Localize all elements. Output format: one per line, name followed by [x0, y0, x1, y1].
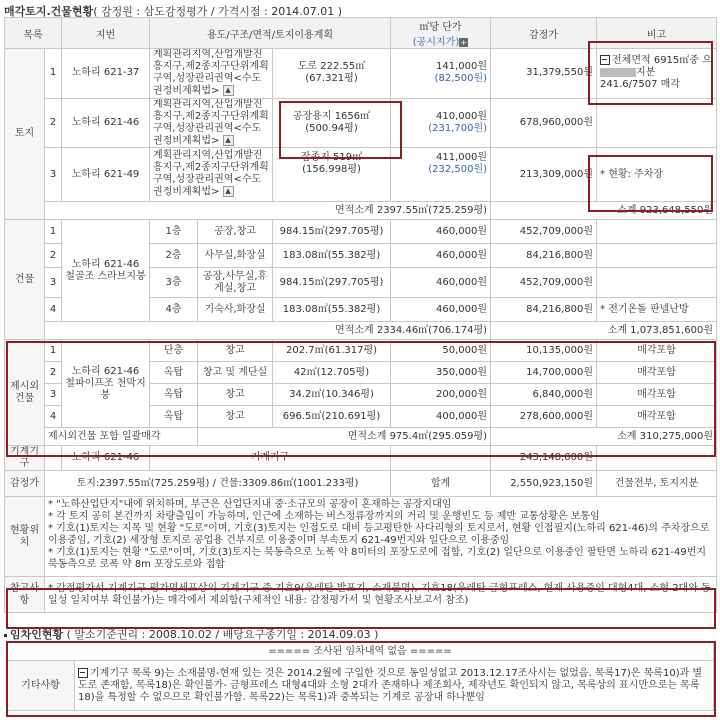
remark: 매각포함: [597, 340, 717, 362]
section-other: 기타사항: [7, 661, 75, 711]
area: 984.15㎡(297.705평): [273, 268, 391, 298]
land-plan: [150, 98, 273, 148]
appraisal-price: 678,960,000원: [491, 98, 597, 148]
location-text: [45, 497, 717, 577]
appraisal-price: 31,379,550원: [491, 49, 597, 99]
date-label: / 가격시점 :: [207, 5, 272, 18]
other-text: [75, 661, 714, 711]
table-header-row: [5, 18, 717, 49]
other-text-content: 기계기구 목록 9)는 소재불명-현재 있는 것은 2014.2월에 구입한 것으로 동일성없고 2013.12.17조사시는 없었음. 목록17)은 목록10)과 별도로 존재함, 목록18)은 확인불가- 금형프레스 대형4대와 소형 2대가 존재하나 제조회사, 제작년도 확인되지 않고, 목록상의 표시만으로는 목록18)을 특정할 수 없으므로 확인불가함. 목록22)는 목록1)과 중복되는 기계로 공장내 하나뿐임: [78, 667, 703, 703]
unit-price: 400,000원: [391, 406, 491, 428]
occupancy-sub: ( 말소기준권리 : 2008.10.02 / 배당요구종기일 : 2014.09.03 ): [66, 628, 379, 641]
section-title: 매각토지.건물현황: [4, 5, 94, 18]
col-lot: 지번: [62, 18, 150, 49]
remark: * 전기온돌 판넬난방: [597, 298, 717, 322]
plus-icon[interactable]: +: [460, 37, 468, 47]
remark: 매각포함: [597, 406, 717, 428]
remark: [597, 98, 717, 148]
row-no: 2: [45, 98, 62, 148]
col-appraisal: 감정가: [491, 18, 597, 49]
occupancy-title: 임차인현황: [10, 628, 64, 641]
property-table: [4, 17, 717, 613]
use: 사무실,화장실: [198, 244, 273, 268]
use: 공장,사무실,휴게실,창고: [198, 268, 273, 298]
row-no: 1: [45, 340, 62, 362]
unit-price: 50,000원: [391, 340, 491, 362]
remark: [597, 49, 717, 99]
usage-text: 공장용지 1656㎡: [292, 110, 371, 122]
remark: 매각포함: [597, 362, 717, 384]
unit-value: 141,000원: [436, 61, 488, 73]
col-remark: 비고: [597, 18, 717, 49]
unit-price: 460,000원: [391, 220, 491, 244]
section-appraisal: 감정가: [5, 471, 45, 497]
table-row: [5, 220, 717, 244]
remark: * 현황: 주차장: [597, 148, 717, 202]
occupancy-header: [4, 626, 378, 642]
area: 984.15㎡(297.705평): [273, 220, 391, 244]
floor: 1층: [150, 220, 198, 244]
plan-text: 계획관리지역,산업개발진흥지구,제2종지구단위계획구역,성장관리권역<수도권정비계획법>: [153, 98, 269, 146]
col-unit-price-label: ㎡당 단가: [419, 22, 462, 33]
plan-text: 계획관리지역,산업개발진흥지구,제2종지구단위계획구역,성장관리권역<수도권정비계획법>: [153, 150, 269, 198]
col-item: 목록: [5, 18, 62, 49]
outside-structure: 철파이프조 천막지붕: [65, 377, 146, 401]
use: 기숙사,화장실: [198, 298, 273, 322]
unit-price: [391, 148, 491, 202]
remark: 매각포함: [597, 384, 717, 406]
appraisal-price: 14,700,000원: [491, 362, 597, 384]
appraisal-price: 213,309,000원: [491, 148, 597, 202]
valuation-date: 2014.07.01 ): [271, 5, 343, 18]
use: 창고: [198, 340, 273, 362]
area: 696.5㎡(210.691평): [273, 406, 391, 428]
public-price: (231,700원): [428, 122, 488, 134]
public-price: (232,500원): [428, 164, 488, 175]
memo-icon: [78, 668, 88, 678]
area-pyeong: (67.321평): [305, 73, 358, 85]
lot-number: 노하리 621-46: [62, 98, 150, 148]
appraisal-remark: 건물전부, 토지지분: [597, 471, 717, 497]
floor: 단층: [150, 340, 198, 362]
unit-price: 350,000원: [391, 362, 491, 384]
row-no: 3: [45, 384, 62, 406]
unit-price: 460,000원: [391, 244, 491, 268]
location-line: * 기호(1)토지는 현황 "도로"이며, 기호(3)토지는 북동측으로 노폭 약 8미터의 포장도로에 접함, 기호(2) 일단으로 이용중인 팔탄면 노하리 621-49번지 북동측으로 로폭 약 8m 포장도로와 접합: [48, 547, 707, 570]
remark: [597, 220, 717, 244]
unit-price: 460,000원: [391, 268, 491, 298]
building-area-subtotal: 면적소계 2334.46㎡(706.174평): [45, 322, 491, 340]
land-area-subtotal: 면적소계 2397.55㎡(725.259평): [45, 202, 491, 220]
col-unit-price: [391, 18, 491, 49]
outside-note: 제시외건물 포함 일괄매각: [45, 428, 198, 446]
building-lot: [62, 220, 150, 322]
unit-value: 411,000원: [436, 152, 488, 163]
lot-number: 노하리 621-37: [62, 49, 150, 99]
appraisal-price: 84,216,800원: [491, 244, 597, 268]
location-line: * "노하산업단지"내에 위치하며, 부근은 산업단지내 중·소규모의 공장이 혼재하는 공장지대임: [48, 499, 452, 510]
remark: [597, 244, 717, 268]
occupancy-result: ===== 조사된 임차내역 없음 =====: [7, 643, 714, 661]
outside-lot-text: 노하리 621-46: [71, 365, 140, 377]
table-row: [5, 148, 717, 202]
outside-lot: [62, 340, 150, 428]
unit-price: [391, 98, 491, 148]
use: 공장,창고: [198, 220, 273, 244]
table-row: [5, 446, 717, 471]
total-price: 2,550,923,150원: [491, 471, 597, 497]
remark-text-2: 지분 241.6/7507 매각: [600, 67, 680, 91]
outside-price-subtotal: 소계 310,275,000원: [491, 428, 717, 446]
occupancy-result-row: [7, 643, 714, 661]
use: 창고: [198, 384, 273, 406]
expand-icon[interactable]: ▲: [223, 135, 234, 146]
appraiser-label: ( 감정원 :: [93, 5, 144, 18]
section-land: 토지: [5, 49, 45, 220]
table-row: [5, 49, 717, 99]
land-price-subtotal: 소계 923,648,550원: [491, 202, 717, 220]
usage-text: 잡종지 519㎡: [300, 152, 363, 163]
machine-name: 기계기구: [150, 446, 391, 471]
col-usage: 용도/구조/면적/토지이용계획: [150, 18, 391, 49]
row-no: 2: [45, 362, 62, 384]
public-price: (82,500원): [434, 73, 488, 85]
other-row: [7, 661, 714, 711]
section-machine: 기계기구: [5, 446, 45, 471]
floor: 4층: [150, 298, 198, 322]
area: 202.7㎡(61.317평): [273, 340, 391, 362]
occupancy-table: [6, 642, 714, 711]
appraisal-price: 84,216,800원: [491, 298, 597, 322]
location-row: [5, 497, 717, 577]
appraisal-price: 278,600,000원: [491, 406, 597, 428]
location-line: * 기호(1)토지는 지목 및 현황 "도로"이며, 기호(3)토지는 인접도로 대비 등고평탄한 사다리형의 토지로서, 현황 인접필지(노하리 621-46)의 주차장으로 이용중임, 기호(2) 세장형 토지로 공업용 건부지로 이용중이며 부속토지 621-49번지와 일단으로 이용중임: [48, 523, 710, 546]
floor: 2층: [150, 244, 198, 268]
subtotal-row: [5, 202, 717, 220]
outside-area-subtotal: 면적소계 975.4㎡(295.059평): [198, 428, 491, 446]
expand-icon[interactable]: ▲: [223, 186, 234, 197]
bullet-icon: [4, 634, 7, 637]
reference-text: * 감정평가서 기계기구 평가명세표상의 기계기구 중 기호9(우레탄 발포기, 소재불명), 기호18(우레탄 금형프레스, 현재 사용중인 대형4대, 소형 2대와 동일성 일치여부 확인불가)는 매각에서 제외함(구체적인 내용: 감정평가서 및 현황조사보고서 참조): [45, 577, 717, 613]
section-outside: 제시외건물: [5, 340, 45, 446]
section-reference: 참고사항: [5, 577, 45, 613]
area: 183.08㎡(55.382평): [273, 298, 391, 322]
usage-text: 도로 222.55㎡: [297, 61, 366, 73]
appraiser-name: 삼도감정평가: [143, 5, 208, 18]
row-no: 2: [45, 244, 62, 268]
area-pyeong: (500.94평): [305, 122, 358, 134]
area: 183.08㎡(55.382평): [273, 244, 391, 268]
remark: [597, 268, 717, 298]
use: 창고: [198, 406, 273, 428]
area: 42㎡(12.705평): [273, 362, 391, 384]
building-lot-text: 노하리 621-46: [71, 258, 140, 270]
total-label: 합계: [391, 471, 491, 497]
appraisal-price: 452,709,000원: [491, 268, 597, 298]
unit-price: 460,000원: [391, 298, 491, 322]
public-price-label: (공시지가): [412, 37, 460, 48]
area-pyeong: (156.998평): [302, 164, 361, 175]
floor: 옥탑: [150, 362, 198, 384]
floor: 옥탑: [150, 384, 198, 406]
table-row: [5, 340, 717, 362]
row-no: 4: [45, 406, 62, 428]
unit-value: 410,000원: [436, 110, 488, 122]
land-plan: [150, 148, 273, 202]
lot-number: 노하리 621-49: [62, 148, 150, 202]
land-plan: [150, 49, 273, 99]
empty-cell: [391, 446, 491, 471]
location-line: * 각 토지 공히 본건까지 차량출입이 가능하며, 인근에 소재하는 버스정류장까지의 거리 및 운행빈도 등 제반 교통상황은 보통임: [48, 511, 600, 522]
land-usage: [273, 98, 391, 148]
subtotal-row: [5, 322, 717, 340]
plan-text: 계획관리지역,산업개발진흥지구,제2종지구단위계획구역,성장관리권역<수도권정비계획법>: [153, 49, 269, 97]
unit-price: [391, 49, 491, 99]
section-building: 건물: [5, 220, 45, 340]
row-no: 3: [45, 148, 62, 202]
unit-price: 200,000원: [391, 384, 491, 406]
expand-icon[interactable]: ▲: [223, 85, 234, 96]
building-price-subtotal: 소계 1,073,851,600원: [491, 322, 717, 340]
appraisal-price: 10,135,000원: [491, 340, 597, 362]
appraisal-price: 452,709,000원: [491, 220, 597, 244]
remark-text: 전체면적 6915㎡중 으: [612, 55, 712, 67]
reference-row: [5, 577, 717, 613]
building-structure: 철골조 스라브지붕: [65, 270, 146, 282]
row-no: 4: [45, 298, 62, 322]
masked-text: [600, 68, 636, 77]
row-no: 3: [45, 268, 62, 298]
empty-cell: [597, 446, 717, 471]
empty-cell: [45, 446, 62, 471]
subtotal-row: [5, 428, 717, 446]
memo-icon: [600, 55, 610, 65]
machine-price: 243,148,000원: [491, 446, 597, 471]
row-no: 1: [45, 49, 62, 99]
appraisal-price: 6,840,000원: [491, 384, 597, 406]
section-location: 현황위치: [5, 497, 45, 577]
table-row: [5, 98, 717, 148]
use: 창고 및 계단실: [198, 362, 273, 384]
land-usage: [273, 49, 391, 99]
machine-lot: 노하리 621-46: [62, 446, 150, 471]
row-no: 1: [45, 220, 62, 244]
floor: 3층: [150, 268, 198, 298]
area: 34.2㎡(10.346평): [273, 384, 391, 406]
floor: 옥탑: [150, 406, 198, 428]
appraisal-area: 토지:2397.55㎡(725.259평) / 건물:3309.86㎡(1001.233평): [45, 471, 391, 497]
appraisal-row: [5, 471, 717, 497]
land-usage: [273, 148, 391, 202]
